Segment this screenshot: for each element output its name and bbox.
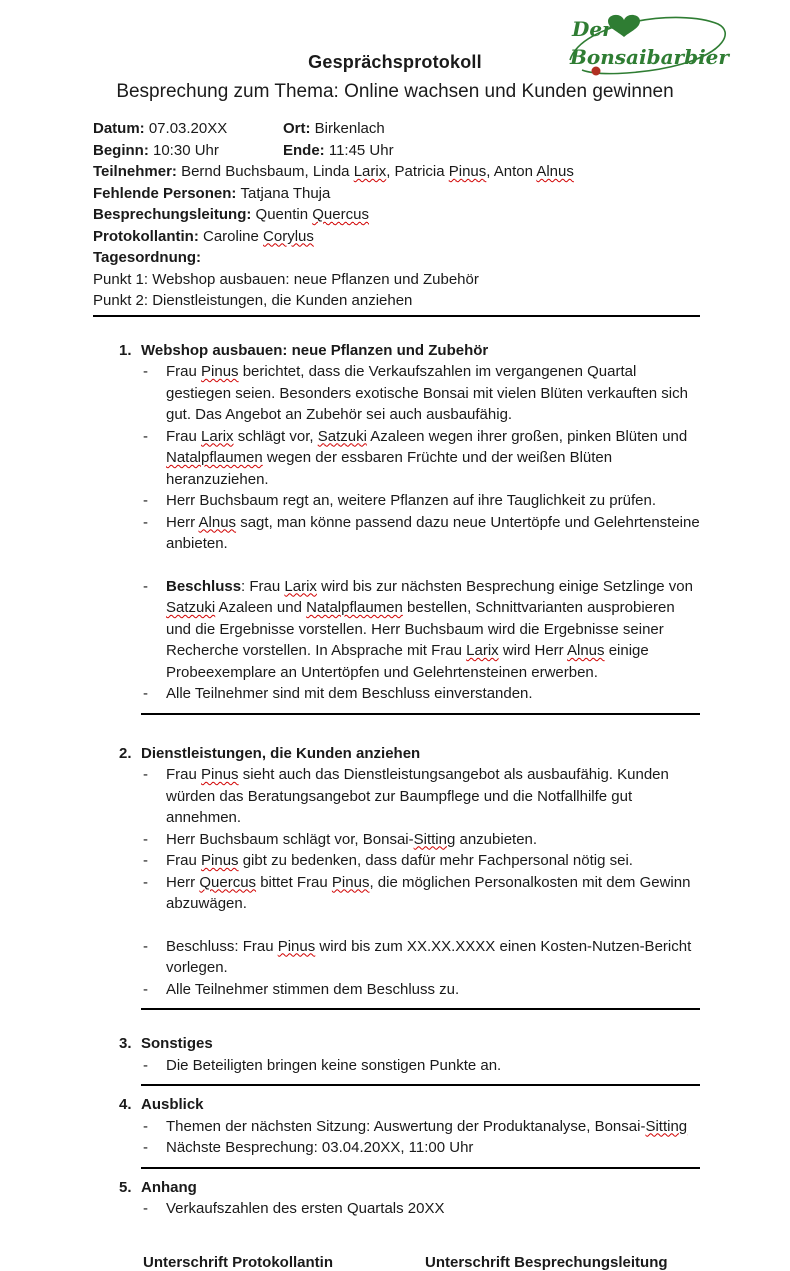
list-item	[143, 1198, 700, 1220]
section-number: 2.	[119, 744, 132, 762]
item-text: Alle Teilnehmer sind mit dem Beschluss einverstanden.	[166, 685, 533, 702]
dash-marker: -	[143, 492, 148, 509]
list-item-beschluss	[143, 936, 700, 979]
section-divider	[141, 1084, 700, 1086]
logo-graphic	[562, 8, 734, 82]
section-anhang	[93, 1177, 700, 1220]
item-text: Frau Pinus berichtet, dass die Verkaufszahlen im vergangenen Quartal gestiegen seien. Besonders exotische Bonsai mit vielen Blüten verkauften sich gut. Das Angebot an Zubehör sei auch ausbaufähig.	[166, 363, 688, 423]
item-text: Die Beteiligten bringen keine sonstigen Punkte an.	[166, 1056, 502, 1074]
dash-marker: -	[143, 766, 148, 783]
section-ausblick	[93, 1094, 700, 1169]
item-text: Verkaufszahlen des ersten Quartals 20XX	[166, 1200, 445, 1217]
meta-row-times	[93, 140, 700, 162]
dash-marker: -	[143, 852, 148, 869]
section-title: Webshop ausbauen: neue Pflanzen und Zubehör	[141, 341, 489, 359]
dash-marker: -	[143, 513, 148, 531]
list-item	[143, 979, 700, 1001]
list-item	[143, 1055, 700, 1077]
section-title: Dienstleistungen, die Kunden anziehen	[141, 744, 421, 762]
logo-text-line2: Bonsaibarbier	[570, 45, 729, 69]
signature-protokollantin: Unterschrift Protokollantin	[143, 1253, 334, 1271]
signature-besprechungsleitung: Unterschrift Besprechungsleitung	[425, 1253, 668, 1271]
dash-marker: -	[143, 937, 148, 955]
meta-ort: Ort: Birkenlach	[283, 120, 385, 137]
dash-marker: -	[143, 427, 148, 445]
section-number: 3.	[119, 1035, 132, 1052]
list-item-beschluss	[143, 576, 700, 684]
list-item	[143, 850, 700, 872]
meta-tagesordnung-label: Tagesordnung:	[93, 249, 202, 266]
page-subtitle: Besprechung zum Thema: Online wachsen und Kunden gewinnen	[116, 81, 674, 102]
dash-marker: -	[143, 980, 148, 998]
dash-marker: -	[143, 1117, 148, 1135]
list-item	[143, 490, 700, 512]
meta-punkt-1: Punkt 1: Webshop ausbauen: neue Pflanzen und Zubehör	[93, 270, 479, 288]
section-title: Anhang	[141, 1178, 197, 1196]
dash-marker: -	[143, 1139, 148, 1156]
list-item	[143, 683, 700, 705]
logo-text-line1: Der	[572, 17, 613, 41]
list-item	[143, 361, 700, 426]
section-title: Sonstiges	[141, 1035, 213, 1052]
list-item	[143, 426, 700, 491]
dash-marker: -	[143, 830, 148, 848]
meta-punkt-2: Punkt 2: Dienstleistungen, die Kunden anziehen	[93, 292, 413, 309]
meta-besprechungsleitung: Besprechungsleitung: Quentin Quercus	[93, 206, 369, 223]
item-text: Herr Alnus sagt, man könne passend dazu neue Untertöpfe und Gelehrtensteine anbieten.	[166, 513, 700, 552]
section-divider	[141, 713, 700, 715]
meta-protokollantin: Protokollantin: Caroline Corylus	[93, 227, 314, 245]
list-item	[143, 872, 700, 915]
meta-row-date-location	[93, 118, 700, 140]
list-item	[143, 829, 700, 851]
section-heading	[119, 1033, 700, 1055]
header-divider	[93, 315, 700, 317]
section-title: Ausblick	[141, 1096, 204, 1113]
dash-marker: -	[143, 363, 148, 380]
page-title: Gesprächsprotokoll	[308, 52, 482, 72]
document-body	[93, 118, 700, 1220]
section-divider	[141, 1167, 700, 1169]
meta-ende: Ende: 11:45 Uhr	[283, 141, 394, 159]
dash-marker: -	[143, 873, 148, 891]
section-number: 4.	[119, 1096, 132, 1113]
signature-block	[143, 1254, 790, 1271]
dash-marker: -	[143, 577, 148, 595]
meta-datum: Datum: 07.03.20XX	[93, 120, 228, 137]
section-heading	[119, 340, 700, 362]
item-text: Frau Larix schlägt vor, Satzuki Azaleen wegen ihrer großen, pinken Blüten und Natalpflaumen wegen der essbaren Früchte und der weißen Blüten heranzuziehen.	[166, 427, 688, 488]
item-text: Frau Pinus gibt zu bedenken, dass dafür mehr Fachpersonal nötig sei.	[166, 852, 633, 869]
section-divider	[141, 1008, 700, 1010]
section-heading	[119, 1177, 700, 1199]
item-text: Nächste Besprechung: 03.04.20XX, 11:00 Uhr	[166, 1139, 474, 1156]
dash-marker: -	[143, 1056, 148, 1074]
section-heading	[119, 743, 700, 765]
dash-marker: -	[143, 1200, 148, 1217]
section-number: 5.	[119, 1178, 132, 1196]
item-text: Themen der nächsten Sitzung: Auswertung der Produktanalyse, Bonsai-Sitting	[166, 1117, 688, 1135]
list-item	[143, 1137, 700, 1159]
section-dienstleistungen	[93, 743, 700, 1011]
item-text: Herr Buchsbaum schlägt vor, Bonsai-Sitting anzubieten.	[166, 830, 538, 848]
heart-icon	[608, 15, 640, 37]
item-text: Beschluss: Frau Larix wird bis zur nächsten Besprechung einige Setzlinge von Satzuki Azaleen und Natalpflaumen bestellen, Schnittvarianten ausprobieren und die Ergebnisse vorstellen. Herr Buchsbaum wird die Ergebnisse seiner Recherche vorstellen. In Absprache mit Frau Larix wird Herr Alnus einige Probeexemplare an Untertöpfen und Gelehrtensteinen erwerben.	[166, 577, 693, 681]
list-item	[143, 1116, 700, 1138]
item-text: Alle Teilnehmer stimmen dem Beschluss zu.	[166, 980, 460, 998]
logo	[562, 8, 734, 82]
item-text: Herr Buchsbaum regt an, weitere Pflanzen auf ihre Tauglichkeit zu prüfen.	[166, 492, 656, 509]
meta-beginn: Beginn: 10:30 Uhr	[93, 141, 219, 159]
section-webshop	[93, 340, 700, 715]
list-item	[143, 764, 700, 829]
meta-fehlende-personen: Fehlende Personen: Tatjana Thuja	[93, 184, 331, 202]
item-text: Herr Quercus bittet Frau Pinus, die möglichen Personalkosten mit dem Gewinn abzuwägen.	[166, 873, 691, 912]
list-item	[143, 512, 700, 555]
dash-marker: -	[143, 685, 148, 702]
section-sonstiges	[93, 1033, 700, 1086]
section-number: 1.	[119, 341, 132, 359]
item-text: Frau Pinus sieht auch das Dienstleistungsangebot als ausbaufähig. Kunden würden das Beratungsangebot zur Baumpflege und die Notfallhilfe gut annehmen.	[166, 766, 669, 826]
meta-teilnehmer: Teilnehmer: Bernd Buchsbaum, Linda Larix, Patricia Pinus, Anton Alnus	[93, 163, 574, 180]
item-text: Beschluss: Frau Pinus wird bis zum XX.XX.XXXX einen Kosten-Nutzen-Bericht vorlegen.	[166, 937, 692, 976]
section-heading	[119, 1094, 700, 1116]
